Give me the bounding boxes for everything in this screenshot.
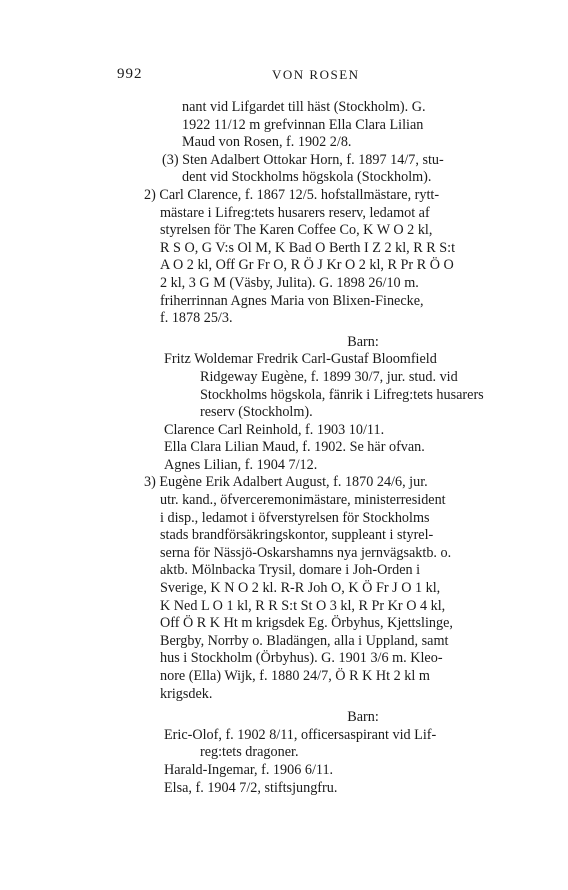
barn-heading: Barn:: [347, 709, 379, 726]
text-line: krigsdek.: [160, 685, 213, 702]
text-line: K Ned L O 1 kl, R R S:t St O 3 kl, R Pr Kr O 4 kl,: [160, 597, 446, 614]
text-body: [118, 99, 528, 797]
text-line: reg:tets dragoner.: [200, 744, 299, 761]
running-title: VON ROSEN: [272, 67, 360, 82]
child-entry: Harald-Ingemar, f. 1906 6/11.: [164, 761, 334, 778]
child-entry: Fritz Woldemar Fredrik Carl-Gustaf Bloomfield: [164, 351, 437, 368]
text-line: dent vid Stockholms högskola (Stockholm).: [182, 169, 432, 186]
text-line: R S O, G V:s Ol M, K Bad O Berth I Z 2 kl, R R S:t: [160, 239, 456, 256]
child-entry: Ella Clara Lilian Maud, f. 1902. Se här ofvan.: [164, 439, 425, 456]
text-line: Off Ö R K Ht m krigsdek Eg. Örbyhus, Kjettslinge,: [160, 615, 453, 632]
text-line: serna för Nässjö-Oskarshamns nya jernvägsaktb. o.: [160, 544, 452, 561]
entry-3-heading: 3) Eugène Erik Adalbert August, f. 1870 24/6, jur.: [144, 474, 428, 491]
text-line: Bergby, Norrby o. Bladängen, alla i Uppland, samt: [160, 632, 449, 649]
child-entry: Agnes Lilian, f. 1904 7/12.: [164, 456, 318, 473]
barn-heading: Barn:: [347, 333, 379, 350]
text-line: Sverige, K N O 2 kl. R-R Joh O, K Ö Fr J O 1 kl,: [160, 580, 441, 597]
text-line: styrelsen för The Karen Coffee Co, K W O 2 kl,: [160, 222, 433, 239]
text-line: nore (Ella) Wijk, f. 1880 24/7, Ö R K Ht 2 kl m: [160, 668, 430, 684]
text-line: f. 1878 25/3.: [160, 310, 233, 327]
entry-2-heading: 2) Carl Clarence, f. 1867 12/5. hofstallmästare, rytt-: [144, 186, 440, 203]
text-line: mästare i Lifreg:tets husarers reserv, ledamot af: [160, 204, 430, 221]
child-entry: Clarence Carl Reinhold, f. 1903 10/11.: [164, 421, 385, 438]
text-line: utr. kand., öfverceremonimästare, ministerresident: [160, 492, 446, 509]
text-line: hus i Stockholm (Örbyhus). G. 1901 3/6 m. Kleo-: [160, 650, 443, 667]
child-entry: Elsa, f. 1904 7/2, stiftsjungfru.: [164, 779, 338, 796]
text-line: A O 2 kl, Off Gr Fr O, R Ö J Kr O 2 kl, R Pr R Ö O: [160, 257, 454, 274]
text-line: friherrinnan Agnes Maria von Blixen-Finecke,: [160, 292, 424, 309]
page-number: 992: [117, 66, 143, 82]
text-line: Stockholms högskola, fänrik i Lifreg:tets husarers: [200, 386, 484, 403]
text-line: stads brandförsäkringskontor, suppleant i styrel-: [160, 527, 434, 544]
text-line: (3) Sten Adalbert Ottokar Horn, f. 1897 14/7, stu-: [162, 151, 444, 168]
text-line: i disp., ledamot i öfverstyrelsen för Stockholms: [160, 509, 430, 526]
text-line: 2 kl, 3 G M (Väsby, Julita). G. 1898 26/10 m.: [160, 274, 419, 291]
text-line: Ridgeway Eugène, f. 1899 30/7, jur. stud. vid: [200, 368, 458, 385]
page-header: [0, 66, 568, 86]
text-line: 1922 11/12 m grefvinnan Ella Clara Lilian: [182, 116, 424, 133]
child-entry: Eric-Olof, f. 1902 8/11, officersaspirant vid Lif-: [164, 726, 437, 743]
text-line: nant vid Lifgardet till häst (Stockholm). G.: [182, 99, 426, 115]
text-line: Maud von Rosen, f. 1902 2/8.: [182, 134, 352, 151]
text-line: aktb. Mölnbacka Trysil, domare i Joh-Orden i: [160, 562, 421, 579]
text-line: reserv (Stockholm).: [200, 404, 313, 421]
